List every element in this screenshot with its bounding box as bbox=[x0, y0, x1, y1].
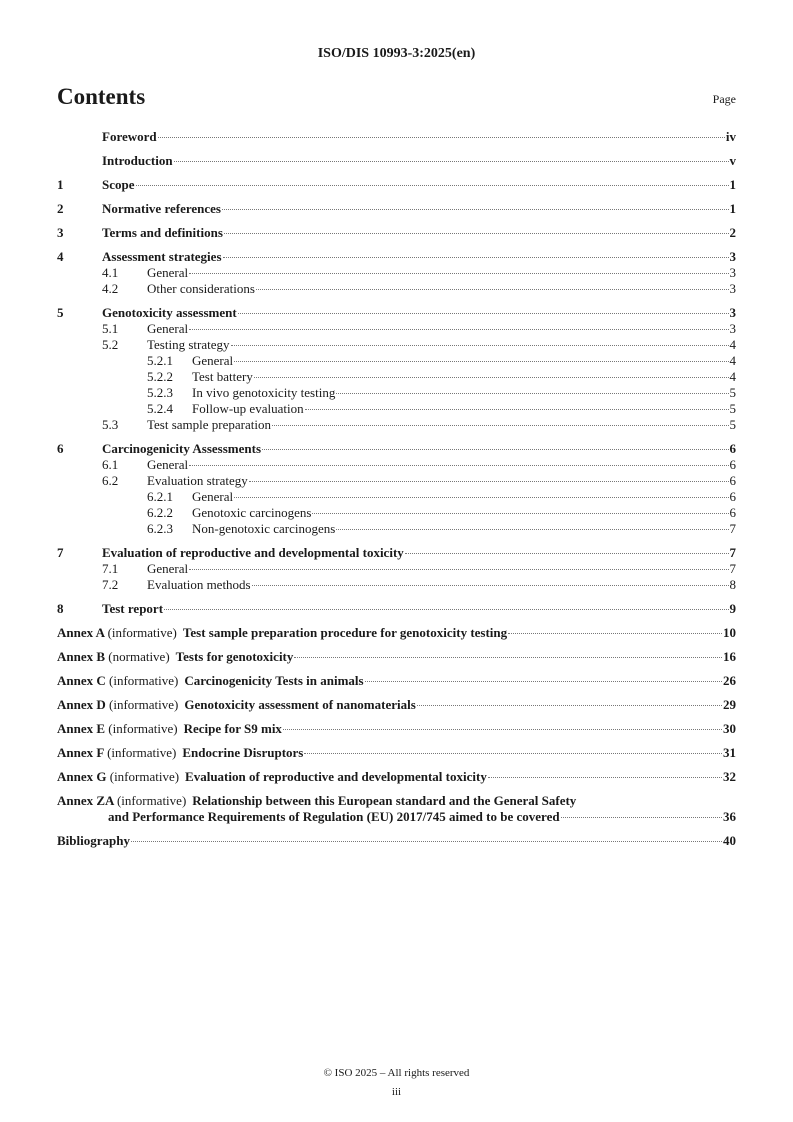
toc-entry-number: 4 bbox=[57, 249, 64, 264]
toc-entry-page: 5 bbox=[729, 401, 736, 416]
toc-annex-za-entry[interactable] bbox=[57, 793, 736, 825]
dot-leader bbox=[304, 753, 722, 754]
toc-entry[interactable] bbox=[57, 305, 736, 321]
toc-entry-page: 1 bbox=[729, 201, 736, 216]
dot-leader bbox=[189, 569, 728, 570]
toc-entry[interactable] bbox=[57, 441, 736, 457]
toc-entry[interactable] bbox=[57, 457, 736, 473]
toc-entry-title: Terms and definitions bbox=[102, 225, 223, 240]
dot-leader bbox=[223, 257, 729, 258]
document-header: ISO/DIS 10993-3:2025(en) bbox=[317, 46, 476, 61]
annex-id: Annex D bbox=[57, 697, 106, 712]
toc-entry[interactable] bbox=[57, 153, 736, 169]
dot-leader bbox=[249, 481, 729, 482]
annex-title-line-2: and Performance Requirements of Regulation (EU) 2017/745 aimed to be covered bbox=[108, 809, 560, 824]
toc-annex-entry[interactable] bbox=[57, 649, 736, 665]
annex-id: Annex F bbox=[57, 745, 104, 760]
dot-leader bbox=[262, 449, 728, 450]
toc-entry-page: 4 bbox=[729, 369, 736, 384]
toc-entry-number: 8 bbox=[57, 601, 64, 616]
dot-leader bbox=[336, 529, 728, 530]
toc-entry-title: Test sample preparation bbox=[147, 417, 271, 432]
toc-entry-title: Evaluation of reproductive and developmental toxicity bbox=[102, 545, 404, 560]
table-of-contents bbox=[57, 121, 736, 849]
toc-entry-number: 5 bbox=[57, 305, 64, 320]
annex-kind: (informative) bbox=[108, 721, 178, 736]
dot-leader bbox=[508, 633, 722, 634]
toc-entry[interactable] bbox=[57, 401, 736, 417]
toc-entry-number: 7.1 bbox=[102, 561, 119, 576]
annex-label bbox=[57, 673, 178, 689]
toc-entry-title: Normative references bbox=[102, 201, 221, 216]
toc-entry-number: 3 bbox=[57, 225, 64, 240]
dot-leader bbox=[252, 585, 729, 586]
toc-entry-page: 4 bbox=[729, 353, 736, 368]
annex-page: 30 bbox=[723, 721, 736, 736]
toc-entry[interactable] bbox=[57, 385, 736, 401]
copyright-notice: © ISO 2025 – All rights reserved bbox=[323, 1067, 470, 1079]
toc-entry[interactable] bbox=[57, 177, 736, 193]
annex-label bbox=[57, 649, 170, 665]
toc-entry[interactable] bbox=[57, 489, 736, 505]
toc-entry[interactable] bbox=[57, 249, 736, 265]
toc-entry-page: 6 bbox=[729, 505, 736, 520]
toc-entry-page: v bbox=[729, 153, 736, 168]
toc-entry[interactable] bbox=[57, 129, 736, 145]
toc-entry-title: Foreword bbox=[102, 129, 157, 144]
toc-entry-page: 3 bbox=[729, 305, 736, 320]
annex-page: 29 bbox=[723, 697, 736, 712]
toc-entry[interactable] bbox=[57, 505, 736, 521]
toc-entry-number: 4.1 bbox=[102, 265, 119, 280]
annex-id: Annex G bbox=[57, 769, 107, 784]
toc-entry-title: General bbox=[192, 353, 234, 368]
dot-leader bbox=[561, 817, 722, 818]
toc-entry-page: 3 bbox=[729, 265, 736, 280]
toc-entry-number: 5.2 bbox=[102, 337, 119, 352]
dot-leader bbox=[234, 497, 728, 498]
toc-entry-page: 6 bbox=[729, 473, 736, 488]
annex-id: Annex C bbox=[57, 673, 106, 688]
dot-leader bbox=[294, 657, 722, 658]
annex-page: 36 bbox=[723, 809, 736, 824]
dot-leader bbox=[234, 361, 728, 362]
dot-leader bbox=[136, 185, 729, 186]
dot-leader bbox=[224, 233, 729, 234]
toc-entry[interactable] bbox=[57, 201, 736, 217]
toc-entry[interactable] bbox=[57, 225, 736, 241]
toc-entry-title: Evaluation strategy bbox=[147, 473, 248, 488]
toc-entry[interactable] bbox=[57, 265, 736, 281]
toc-entry-number: 5.2.1 bbox=[147, 353, 173, 368]
toc-entry-page: 7 bbox=[729, 561, 736, 576]
toc-entry-title: General bbox=[192, 489, 234, 504]
toc-entry[interactable] bbox=[57, 521, 736, 537]
dot-leader bbox=[365, 681, 722, 682]
toc-bibliography-entry[interactable] bbox=[57, 833, 736, 849]
toc-entry-number: 7.2 bbox=[102, 577, 119, 592]
toc-entry-number: 5.3 bbox=[102, 417, 119, 432]
toc-entry-number: 4.2 bbox=[102, 281, 119, 296]
page-column-label: Page bbox=[712, 92, 736, 106]
annex-id: Annex E bbox=[57, 721, 106, 736]
toc-entry-title: Carcinogenicity Assessments bbox=[102, 441, 262, 456]
toc-entry-number: 6.2.3 bbox=[147, 521, 173, 536]
annex-za-line-1 bbox=[57, 793, 736, 809]
annex-title-line-1: Relationship between this European standard and the General Safety bbox=[192, 793, 577, 808]
toc-entry[interactable] bbox=[57, 281, 736, 297]
page-title: Contents bbox=[57, 84, 146, 109]
toc-entry-title: Evaluation methods bbox=[147, 577, 251, 592]
annex-za-line-2 bbox=[57, 809, 736, 825]
toc-annex-entry[interactable] bbox=[57, 697, 736, 713]
toc-entry-number: 5.2.2 bbox=[147, 369, 173, 384]
toc-entry-page: 6 bbox=[729, 489, 736, 504]
toc-entry-number: 6 bbox=[57, 441, 64, 456]
toc-entry-page: 7 bbox=[729, 521, 736, 536]
dot-leader bbox=[231, 345, 729, 346]
toc-entry[interactable] bbox=[57, 545, 736, 561]
toc-entry-page: 5 bbox=[729, 385, 736, 400]
toc-entry-title: Assessment strategies bbox=[102, 249, 222, 264]
dot-leader bbox=[417, 705, 722, 706]
toc-entry-title: Genotoxic carcinogens bbox=[192, 505, 312, 520]
toc-annex-entry[interactable] bbox=[57, 745, 736, 761]
toc-entry-title: Genotoxicity assessment bbox=[102, 305, 237, 320]
annex-page: 32 bbox=[723, 769, 736, 784]
dot-leader bbox=[164, 609, 728, 610]
annex-page: 16 bbox=[723, 649, 736, 664]
dot-leader bbox=[305, 409, 729, 410]
toc-entry-page: 5 bbox=[729, 417, 736, 432]
bibliography-page: 40 bbox=[723, 833, 736, 848]
toc-entry-title: General bbox=[147, 457, 189, 472]
toc-entry-number: 6.2.2 bbox=[147, 505, 173, 520]
toc-entry-page: 6 bbox=[729, 457, 736, 472]
dot-leader bbox=[158, 137, 725, 138]
toc-entry-page: 1 bbox=[729, 177, 736, 192]
toc-entry[interactable] bbox=[57, 601, 736, 617]
toc-entry[interactable] bbox=[57, 321, 736, 337]
page-number: iii bbox=[391, 1086, 402, 1098]
annex-id: Annex B bbox=[57, 649, 106, 664]
toc-entry-number: 2 bbox=[57, 201, 64, 216]
toc-entry-title: General bbox=[147, 265, 189, 280]
toc-annex-entry[interactable] bbox=[57, 721, 736, 737]
dot-leader bbox=[238, 313, 729, 314]
annex-kind: (informative) bbox=[107, 745, 177, 760]
toc-entry-page: 6 bbox=[729, 441, 736, 456]
toc-entry[interactable] bbox=[57, 353, 736, 369]
annex-title: Recipe for S9 mix bbox=[183, 721, 282, 736]
dot-leader bbox=[131, 841, 722, 842]
dot-leader bbox=[283, 729, 722, 730]
toc-annex-entry[interactable] bbox=[57, 673, 736, 689]
annex-kind: (informative) bbox=[109, 769, 180, 784]
dot-leader bbox=[254, 377, 729, 378]
toc-entry-title: Scope bbox=[102, 177, 135, 192]
dot-leader bbox=[272, 425, 729, 426]
toc-entry-title: Test battery bbox=[192, 369, 253, 384]
annex-title: Evaluation of reproductive and developmental toxicity bbox=[185, 769, 487, 784]
dot-leader bbox=[336, 393, 728, 394]
toc-entry[interactable] bbox=[57, 417, 736, 433]
annex-id: Annex ZA bbox=[57, 793, 114, 808]
annex-kind: (normative) bbox=[108, 649, 170, 664]
annex-kind: (informative) bbox=[107, 625, 177, 640]
toc-entry-page: 3 bbox=[729, 281, 736, 296]
annex-label bbox=[57, 697, 178, 713]
dot-leader bbox=[222, 209, 729, 210]
dot-leader bbox=[405, 553, 729, 554]
annex-title: Carcinogenicity Tests in animals bbox=[184, 673, 364, 688]
toc-entry-number: 5.2.4 bbox=[147, 401, 173, 416]
toc-entry-number: 1 bbox=[57, 177, 64, 192]
toc-entry-title: In vivo genotoxicity testing bbox=[192, 385, 336, 400]
toc-entry[interactable] bbox=[57, 337, 736, 353]
annex-page: 26 bbox=[723, 673, 736, 688]
toc-entry-page: 4 bbox=[729, 337, 736, 352]
toc-entry-number: 5.2.3 bbox=[147, 385, 173, 400]
toc-entry-title: Non-genotoxic carcinogens bbox=[192, 521, 336, 536]
toc-entry-title: Testing strategy bbox=[147, 337, 230, 352]
annex-title: Genotoxicity assessment of nanomaterials bbox=[184, 697, 416, 712]
annex-kind: (informative) bbox=[109, 673, 179, 688]
toc-entry-title: Follow-up evaluation bbox=[192, 401, 304, 416]
toc-entry-page: 3 bbox=[729, 321, 736, 336]
toc-entry[interactable] bbox=[57, 369, 736, 385]
toc-entry-page: 2 bbox=[729, 225, 736, 240]
toc-entry-number: 7 bbox=[57, 545, 64, 560]
toc-entry-number: 6.1 bbox=[102, 457, 119, 472]
toc-entry-title: Test report bbox=[102, 601, 164, 616]
annex-title: Endocrine Disruptors bbox=[182, 745, 304, 760]
toc-entry-number: 6.2 bbox=[102, 473, 119, 488]
toc-entry-page: iv bbox=[725, 129, 736, 144]
toc-entry-page: 9 bbox=[729, 601, 736, 616]
dot-leader bbox=[488, 777, 722, 778]
annex-label bbox=[57, 625, 177, 641]
annex-label bbox=[57, 769, 179, 785]
toc-entry-number: 5.1 bbox=[102, 321, 119, 336]
bibliography-title: Bibliography bbox=[57, 833, 130, 848]
toc-entry[interactable] bbox=[57, 561, 736, 577]
toc-entry-title: General bbox=[147, 561, 189, 576]
annex-kind: (informative) bbox=[109, 697, 179, 712]
toc-annex-entry[interactable] bbox=[57, 625, 736, 641]
annex-kind: (informative) bbox=[116, 793, 187, 808]
toc-entry[interactable] bbox=[57, 473, 736, 489]
toc-entry-title: Other considerations bbox=[147, 281, 255, 296]
toc-entry-title: Introduction bbox=[102, 153, 173, 168]
annex-page: 31 bbox=[723, 745, 736, 760]
annex-label bbox=[57, 721, 178, 737]
toc-entry-number: 6.2.1 bbox=[147, 489, 173, 504]
toc-entry-page: 7 bbox=[729, 545, 736, 560]
annex-page: 10 bbox=[723, 625, 736, 640]
dot-leader bbox=[189, 273, 728, 274]
dot-leader bbox=[189, 465, 728, 466]
dot-leader bbox=[174, 161, 729, 162]
toc-entry-page: 8 bbox=[729, 577, 736, 592]
annex-title: Tests for genotoxicity bbox=[175, 649, 294, 664]
toc-annex-entry[interactable] bbox=[57, 769, 736, 785]
dot-leader bbox=[189, 329, 728, 330]
dot-leader bbox=[256, 289, 729, 290]
dot-leader bbox=[312, 513, 728, 514]
annex-title: Test sample preparation procedure for genotoxicity testing bbox=[182, 625, 508, 640]
toc-entry-page: 3 bbox=[729, 249, 736, 264]
toc-entry[interactable] bbox=[57, 577, 736, 593]
annex-id: Annex A bbox=[57, 625, 105, 640]
annex-label bbox=[57, 745, 176, 761]
toc-entry-title: General bbox=[147, 321, 189, 336]
